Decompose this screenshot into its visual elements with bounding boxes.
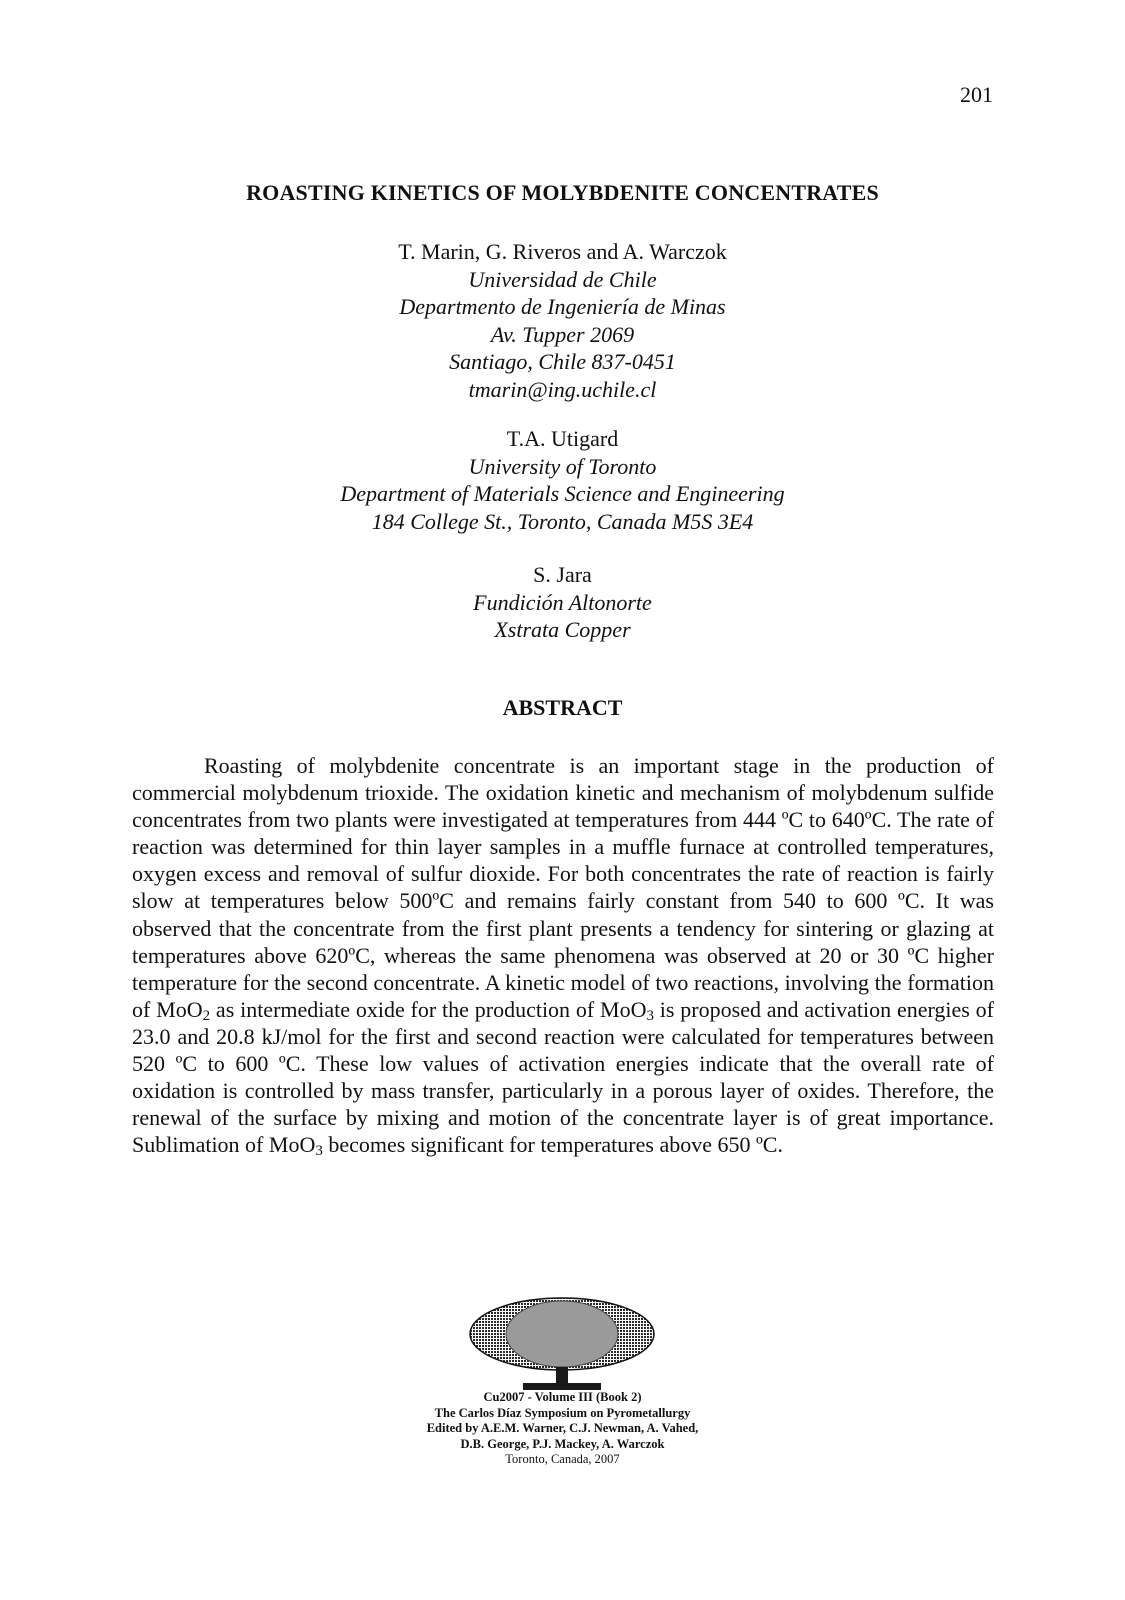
abstract-body (132, 752, 994, 1158)
footer-symposium: The Carlos Díaz Symposium on Pyrometallurgy (434, 1405, 691, 1420)
affiliation-line: Av. Tupper 2069 (490, 321, 635, 347)
footer-location: Toronto, Canada, 2007 (505, 1452, 620, 1466)
abstract-text: is proposed and activation energies of 23.0 and 20.8 kJ/mol for the first and second reaction were calculated for temperatures between 520 ºC to 600 ºC. These low values of activation energies indicate that the overall rate of oxidation is controlled by mass transfer, particularly in a porous layer of oxides. Therefore, the renewal of the surface by mixing and motion of the concentrate layer is of great importance. Sublimation of MoO (132, 996, 994, 1158)
author-email: tmarin@ing.uchile.cl (468, 376, 657, 402)
author-names: S. Jara (533, 562, 592, 587)
author-block-1 (0, 238, 1125, 403)
abstract-text: as intermediate oxide for the production of MoO (210, 996, 647, 1022)
abstract-text: becomes significant for temperatures above 650 ºC. (322, 1132, 783, 1158)
affiliation-line: Universidad de Chile (468, 266, 657, 292)
affiliation-line: 184 College St., Toronto, Canada M5S 3E4 (371, 508, 754, 534)
subscript: 2 (202, 1007, 211, 1024)
affiliation-line: Department of Materials Science and Engineering (340, 481, 785, 506)
abstract-text: Roasting of molybdenite concentrate is an important stage in the production of commercial molybdenum trioxide. The oxidation kinetic and mechanism of molybdenum sulfide concentrates from two plants were investigated at temperatures from 444 ºC to 640ºC. The rate of reaction was determined for thin layer samples in a muffle furnace at controlled temperatures, oxygen excess and removal of sulfur dioxide. For both concentrates the rate of reaction is fairly slow at temperatures below 500ºC and remains fairly constant from 540 to 600 ºC. It was observed that the concentrate from the first plant presents a tendency for sintering or glazing at temperatures above 620ºC, whereas the same phenomena was observed at 20 or 30 ºC higher temperature for the second concentrate. A kinetic model of two reactions, involving the formation of MoO (132, 753, 994, 1022)
author-names: T. Marin, G. Riveros and A. Warczok (398, 239, 727, 264)
affiliation-line: Xstrata Copper (494, 617, 631, 642)
subscript: 3 (315, 1143, 323, 1160)
author-block-3 (0, 561, 1125, 644)
author-names: T.A. Utigard (506, 426, 619, 451)
footer-editors: Edited by A.E.M. Warner, C.J. Newman, A. Vahed, (426, 1421, 699, 1435)
conference-logo (467, 1297, 657, 1399)
abstract-heading: ABSTRACT (502, 695, 623, 720)
affiliation-line: Fundición Altonorte (473, 589, 652, 615)
footer-volume: Cu2007 - Volume III (Book 2) (483, 1390, 642, 1404)
subscript: 3 (646, 1007, 654, 1024)
paper-title: ROASTING KINETICS OF MOLYBDENITE CONCENTRATES (246, 180, 879, 205)
publication-footer (0, 1390, 1125, 1468)
footer-editors: D.B. George, P.J. Mackey, A. Warczok (460, 1436, 665, 1451)
affiliation-line: Departmento de Ingeniería de Minas (399, 294, 726, 319)
author-block-2 (0, 425, 1125, 535)
page-number: 201 (960, 82, 993, 107)
affiliation-line: Santiago, Chile 837-0451 (449, 349, 676, 374)
affiliation-line: University of Toronto (468, 453, 657, 479)
